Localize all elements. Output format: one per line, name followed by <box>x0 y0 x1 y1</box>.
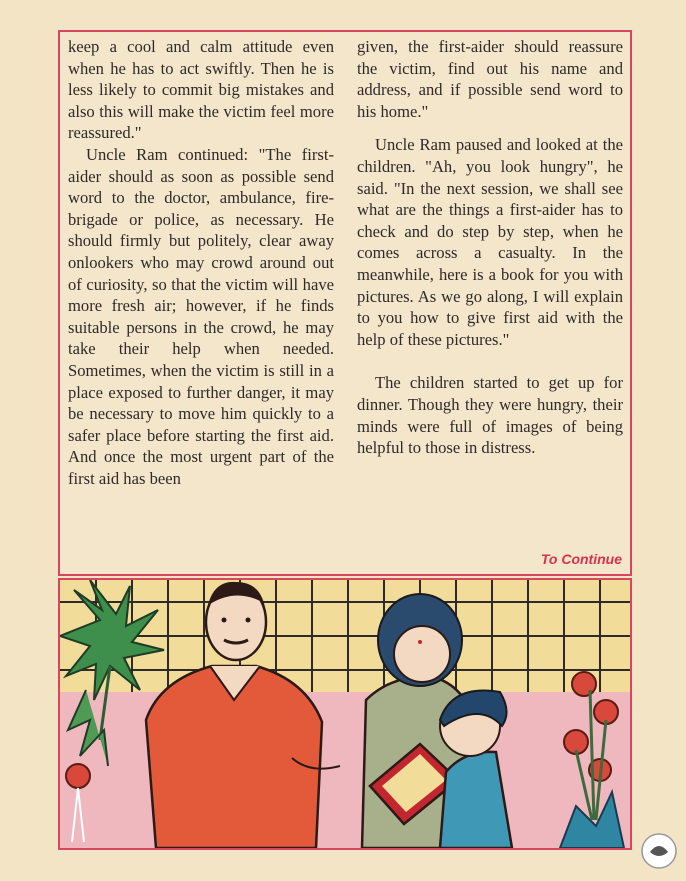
publisher-logo-icon <box>640 832 678 870</box>
illustration-art <box>60 580 630 848</box>
right-text-column <box>357 36 623 459</box>
paragraph: Uncle Ram paused and looked at the children. "Ah, you look hungry", he said. "In the next session, we shall see what are the things a first-aider has to check and do step by step, when he comes across a casualty. In the meanwhile, here is a book for you with pictures. As we go along, I will explain to you how to give first aid with the help of these pictures." <box>357 135 623 349</box>
story-text-box <box>58 30 632 576</box>
paragraph: keep a cool and calm attitude even when he has to act swiftly. Then he is less likely to commit big mistakes and also this will make the victim feel more reassured." <box>68 37 334 143</box>
paragraph: Uncle Ram continued: "The first-aider should as soon as possible send word to the doctor, ambulance, fire-brigade or police, as necessary. He should firmly but politely, clear away onlookers who may crowd around out of curiosity, so that the victim will have more fresh air; however, if he finds suitable persons in the crowd, he may take their help when needed. Sometimes, when the victim is still in a place exposed to further danger, it may be necessary to move him quickly to a safer place before starting the first aid. And once the most urgent part of the first aid has been <box>68 144 334 488</box>
pink-floor <box>60 692 630 848</box>
paragraph: given, the first-aider should reassure the victim, find out his name and address, and if possible send word to his home." <box>357 37 623 121</box>
story-illustration <box>58 578 632 850</box>
left-text-column <box>68 36 334 489</box>
paragraph: The children started to get up for dinner. Though they were hungry, their minds were full of images of being helpful to those in distress. <box>357 373 623 458</box>
to-continue-label: To Continue <box>540 551 622 567</box>
